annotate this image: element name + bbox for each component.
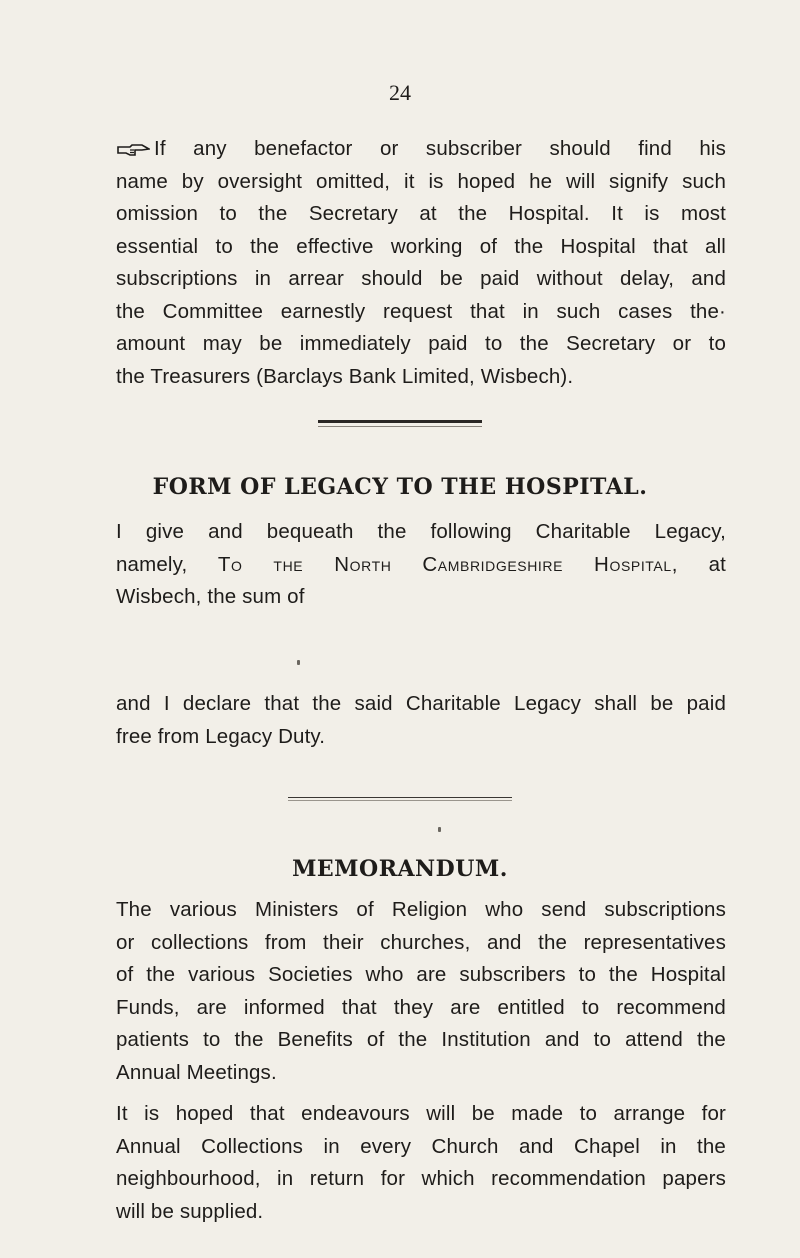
legacy-line <box>116 549 726 582</box>
notice-line: name by oversight omitted, it is hoped he will signify such <box>116 169 726 193</box>
legacy-heading: FORM OF LEGACY TO THE HOSPITAL. <box>152 474 648 500</box>
memorandum-line: will be supplied. <box>116 1199 264 1223</box>
legacy-line: free from Legacy Duty. <box>116 724 326 748</box>
legacy-line: and I declare that the said Charitable Legacy shall be paid <box>116 692 726 715</box>
legacy-line-suffix: at <box>708 552 726 576</box>
print-speck <box>297 660 300 665</box>
section-divider <box>318 420 482 423</box>
hospital-name: To the North Cambridgeshire Hospital, <box>217 552 679 576</box>
memorandum-line: of the various Societies who are subscribers to the Hospital <box>116 963 726 986</box>
notice-line: amount may be immediately paid to the Secretary or to <box>116 332 726 355</box>
notice-paragraph <box>116 133 726 393</box>
memorandum-line: It is hoped that endeavours will be made to arrange for <box>116 1102 726 1125</box>
notice-line: the Treasurers (Barclays Bank Limited, Wisbech). <box>116 364 574 388</box>
notice-line: the Committee earnestly request that in such cases the· <box>116 299 726 323</box>
notice-line: subscriptions in arrear should be paid without delay, and <box>116 267 726 290</box>
section-divider-thin <box>288 800 512 801</box>
legacy-line: I give and bequeath the following Charitable Legacy, <box>116 520 726 543</box>
memorandum-line: neighbourhood, in return for which recommendation papers <box>116 1167 726 1190</box>
legacy-line: Wisbech, the sum of <box>116 585 305 608</box>
legacy-line-prefix: namely, <box>116 552 188 576</box>
memorandum-line: Annual Collections in every Church and Chapel in the <box>116 1134 726 1158</box>
memorandum-heading: MEMORANDUM. <box>292 856 508 882</box>
legacy-closing-paragraph <box>116 688 726 753</box>
page-number: 24 <box>389 80 411 105</box>
section-divider-thin <box>318 426 482 427</box>
section-divider <box>288 797 512 798</box>
notice-line-text: If any benefactor or subscriber should find his <box>154 137 726 160</box>
print-speck <box>438 827 441 832</box>
memorandum-line: Funds, are informed that they are entitled to recommend <box>116 995 726 1019</box>
pointing-hand-icon <box>116 142 150 158</box>
notice-line: omission to the Secretary at the Hospital. It is most <box>116 202 726 225</box>
memorandum-paragraph <box>116 894 726 1089</box>
memorandum-line: patients to the Benefits of the Institution and to attend the <box>116 1028 726 1051</box>
legacy-intro-paragraph <box>116 516 726 614</box>
notice-line <box>116 133 726 166</box>
memorandum-paragraph <box>116 1098 726 1228</box>
notice-line: essential to the effective working of the Hospital that all <box>116 234 726 258</box>
memorandum-line: The various Ministers of Religion who send subscriptions <box>116 898 726 921</box>
memorandum-line: Annual Meetings. <box>116 1060 277 1084</box>
memorandum-line: or collections from their churches, and the representatives <box>116 930 726 954</box>
